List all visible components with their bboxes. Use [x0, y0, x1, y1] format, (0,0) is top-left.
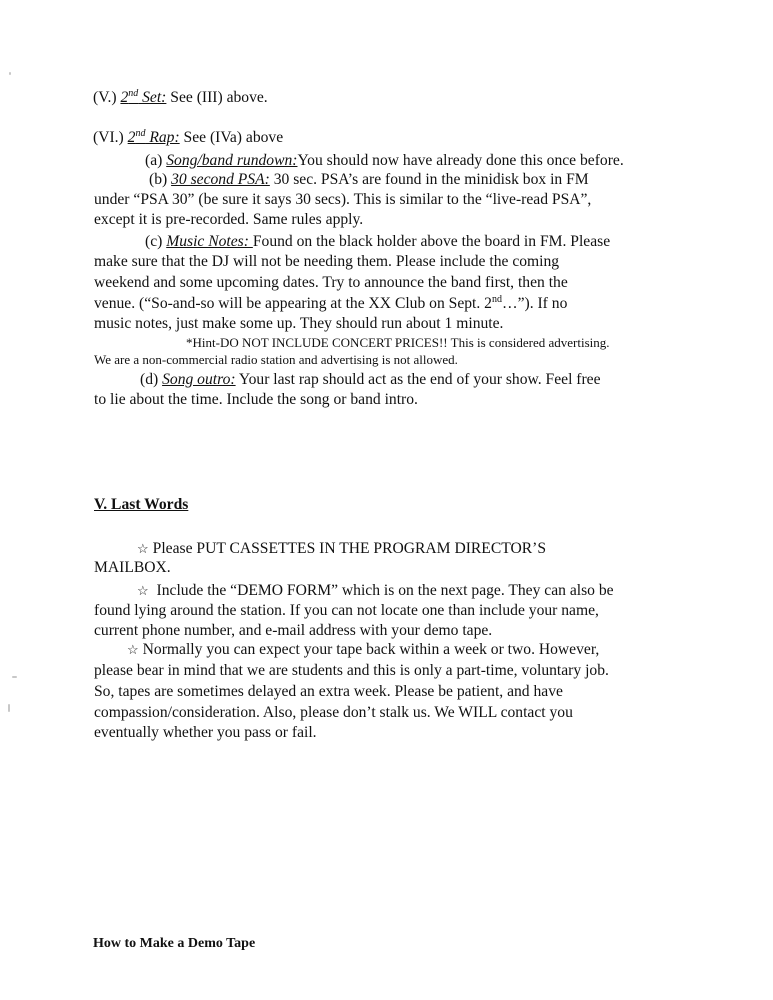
bullet-2-line3: current phone number, and e-mail address with your demo tape. [94, 622, 493, 639]
item-c-title: Music Notes: [166, 233, 253, 250]
item-b-label: (b) [149, 171, 172, 188]
item-c-line5: music notes, just make some up. They should run about 1 minute. [94, 315, 504, 332]
scan-speck [9, 72, 11, 75]
bullet-1-line1: ☆ Please PUT CASSETTES IN THE PROGRAM DIRECTOR’S [137, 540, 547, 557]
section-vi-heading: 2nd Rap: [127, 128, 180, 146]
item-a-title: Song/band rundown: [166, 152, 298, 169]
star-icon: ☆ [127, 642, 139, 657]
last-words-heading: V. Last Words [94, 496, 189, 513]
bullet-2-line2: found lying around the station. If you can not locate one than include your name, [94, 602, 599, 619]
bullet-3-line1: ☆ Normally you can expect your tape back within a week or two. However, [127, 641, 600, 658]
item-d-line2: to lie about the time. Include the song or band intro. [94, 391, 418, 408]
item-b-title: 30 second PSA: [171, 171, 270, 188]
item-b-line3: except it is pre-recorded. Same rules apply. [94, 211, 364, 228]
bullet-3-line4: compassion/consideration. Also, please don’t stalk us. We WILL contact you [94, 704, 573, 721]
bullet-2-line1: ☆ Include the “DEMO FORM” which is on the next page. They can also be [137, 582, 614, 599]
item-c-hint-cont: We are a non-commercial radio station and advertising is not allowed. [94, 352, 458, 367]
item-c-line3: weekend and some upcoming dates. Try to announce the band first, then the [94, 274, 568, 291]
item-d-line1 [140, 370, 601, 389]
section-vi-label: (VI.) [93, 129, 128, 146]
section-v-text: See (III) above. [166, 89, 268, 106]
item-b-line2: under “PSA 30” (be sure it says 30 secs). This is similar to the “live-read PSA”, [94, 191, 592, 208]
item-c-label: (c) [145, 233, 167, 250]
footer-title: How to Make a Demo Tape [93, 936, 256, 951]
star-icon: ☆ [137, 583, 149, 598]
section-v-label: (V.) [93, 89, 121, 106]
item-c-line1 [145, 232, 610, 251]
bullet-3-line3: So, tapes are sometimes delayed an extra week. Please be patient, and have [94, 683, 563, 700]
section-v-heading: 2nd Set: [120, 88, 167, 106]
item-b-text: 30 sec. PSA’s are found in the minidisk box in FM [269, 171, 589, 188]
item-c-hint: *Hint-DO NOT INCLUDE CONCERT PRICES!! This is considered advertising. [186, 335, 610, 350]
item-d-title: Song outro: [162, 371, 236, 388]
item-d-label: (d) [140, 371, 163, 388]
bullet-3-line2: please bear in mind that we are students and this is only a part-time, voluntary job. [94, 662, 609, 679]
section-vi-line [93, 128, 283, 147]
item-a-text: You should now have already done this once before. [297, 152, 624, 169]
bullet-3-line5: eventually whether you pass or fail. [94, 724, 317, 741]
bullet-1-line2: MAILBOX. [94, 559, 171, 576]
item-a-label: (a) [145, 152, 167, 169]
item-b-line1 [149, 170, 589, 189]
scan-speck [8, 704, 10, 712]
item-a-line [145, 151, 624, 170]
section-v-line [93, 88, 268, 107]
item-d-text: Your last rap should act as the end of your show. Feel free [235, 371, 601, 388]
item-c-line4: venue. (“So-and-so will be appearing at the XX Club on Sept. 2nd…”). If no [94, 294, 568, 312]
item-c-text: Found on the black holder above the board in FM. Please [252, 233, 611, 250]
scan-speck [12, 676, 17, 678]
star-icon: ☆ [137, 541, 149, 556]
item-c-line2: make sure that the DJ will not be needing them. Please include the coming [94, 253, 560, 270]
section-vi-text: See (IVa) above [179, 129, 284, 146]
